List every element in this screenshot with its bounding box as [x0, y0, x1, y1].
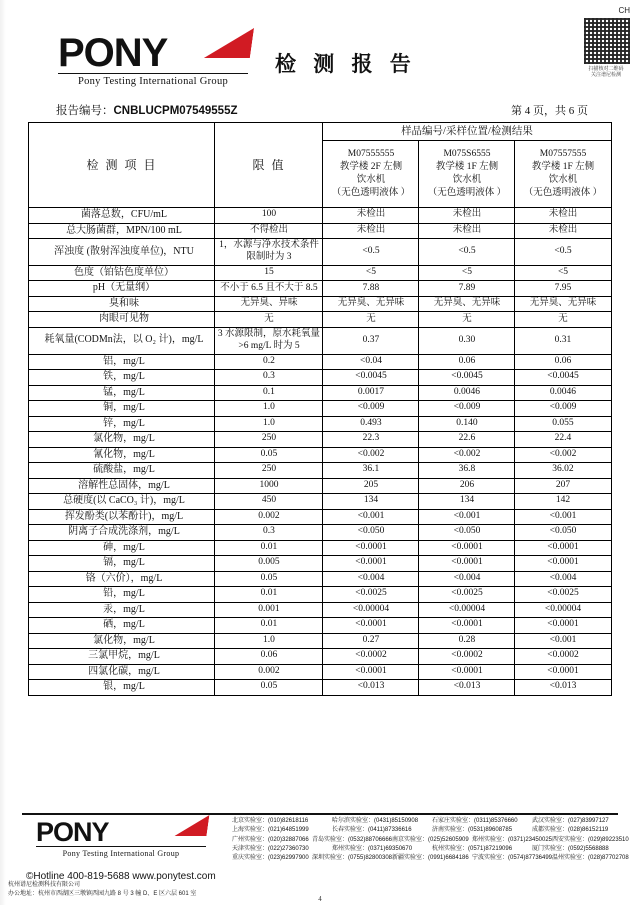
cell-result-1: <0.009: [419, 401, 515, 417]
page-edge-shadow: [0, 0, 6, 905]
footer-divider: [22, 813, 618, 815]
cell-result-2: <0.00004: [515, 602, 611, 618]
cell-result-2: 22.4: [515, 432, 611, 448]
cell-result-2: 142: [515, 494, 611, 510]
cell-result-2: <0.004: [515, 571, 611, 587]
cell-limit: 0.05: [215, 571, 323, 587]
table-row: [29, 370, 611, 386]
cell-result-2: 36.02: [515, 463, 611, 479]
cell-result-0: <0.0002: [323, 649, 419, 665]
logo-subtitle: Pony Testing International Group: [77, 76, 229, 87]
sample-location: 教学楼 1F 左侧: [531, 162, 595, 173]
cell-limit: 1.0: [215, 416, 323, 432]
cell-result-2: <0.0001: [515, 618, 611, 634]
cell-result-1: 未检出: [419, 208, 515, 224]
sample-desc: （无色透明液体 ）: [331, 187, 411, 198]
cell-item: 臭和味: [29, 296, 215, 312]
table-row: [29, 208, 611, 224]
cell-limit: 1，水源与净水技术条件限制时为 3: [215, 239, 323, 266]
cell-result-1: 未检出: [419, 223, 515, 239]
cell-result-1: 206: [419, 478, 515, 494]
col-header-item: 检 测 项 目: [29, 123, 215, 208]
cell-limit: 0.2: [215, 354, 323, 370]
cell-result-1: <0.0025: [419, 587, 515, 603]
cell-result-1: 无: [419, 312, 515, 328]
cell-result-2: <5: [515, 265, 611, 281]
cell-item: 浑浊度 (散射浑浊度单位)，NTU: [29, 239, 215, 266]
cell-result-1: 无异臭、无异味: [419, 296, 515, 312]
cell-result-0: 0.37: [323, 327, 419, 354]
office-entry: 成都实验室：(028)86152119: [532, 827, 609, 834]
footer-logo-subtitle: Pony Testing International Group: [62, 849, 180, 858]
sample-code: M07555555: [347, 149, 395, 160]
results-table-body: [29, 208, 611, 696]
office-entry: 青岛实验室：(0532)88706666: [311, 836, 393, 843]
report-header: [0, 0, 640, 96]
cell-result-2: 0.055: [515, 416, 611, 432]
sample-code: M07557555: [539, 149, 587, 160]
table-row: [29, 354, 611, 370]
sample-header-1: [419, 141, 515, 208]
cell-result-2: 0.06: [515, 354, 611, 370]
table-header-row-top: [29, 123, 611, 141]
office-entry: 武汉实验室：(027)83997127: [532, 818, 609, 824]
cell-limit: 0.01: [215, 618, 323, 634]
cell-result-0: <0.001: [323, 509, 419, 525]
cell-limit: 0.005: [215, 556, 323, 572]
footer-page-mark: 4: [318, 895, 322, 903]
office-entry: 上海实验室：(021)64851999: [232, 827, 309, 834]
cell-limit: 0.05: [215, 447, 323, 463]
cell-result-1: <5: [419, 265, 515, 281]
table-row: [29, 327, 611, 354]
office-entry: 宁波实验室：(0574)87736499: [471, 855, 553, 862]
cell-item: 锌，mg/L: [29, 416, 215, 432]
qr-caption: 扫描核对二维码 关注谱尼检测: [588, 66, 624, 79]
cell-result-0: <0.0001: [323, 556, 419, 572]
office-entry: 深圳实验室：(0755)82800308: [311, 855, 393, 862]
cell-result-1: <0.0001: [419, 618, 515, 634]
cell-item: 硒，mg/L: [29, 618, 215, 634]
cell-limit: 0.3: [215, 525, 323, 541]
cell-item: 铁，mg/L: [29, 370, 215, 386]
cell-result-0: <0.04: [323, 354, 419, 370]
cell-result-1: <0.004: [419, 571, 515, 587]
hotline-line[interactable]: ©Hotline 400-819-5688 www.ponytest.com: [26, 871, 216, 882]
cell-result-2: <0.001: [515, 633, 611, 649]
cell-result-1: 0.30: [419, 327, 515, 354]
cell-result-2: 无: [515, 312, 611, 328]
sample-code: M075S6555: [443, 149, 491, 160]
table-row: [29, 649, 611, 665]
cell-result-0: <0.002: [323, 447, 419, 463]
address-line: 杭州谱尼检测科技有限公司: [8, 882, 81, 888]
cell-result-2: <0.0001: [515, 664, 611, 680]
cell-item: 菌落总数，CFU/mL: [29, 208, 215, 224]
cell-result-2: <0.050: [515, 525, 611, 541]
cell-result-1: 0.0046: [419, 385, 515, 401]
table-row: [29, 540, 611, 556]
office-entry: 济南实验室：(0531)89608785: [432, 827, 513, 834]
office-entry: 郑州实验室：(0371)69350670: [332, 845, 413, 852]
office-entry: 杭州实验室：(0571)87219096: [432, 845, 513, 852]
cell-result-0: <0.00004: [323, 602, 419, 618]
cell-limit: 1.0: [215, 401, 323, 417]
address-line: 办公地址：杭州市西湖区三墩镇西园九路 8 号 3 幢 D、E 区六层 601 室: [8, 891, 197, 897]
cell-limit: 3 水源限制，原水耗氧量>6 mg/L 时为 5: [215, 327, 323, 354]
cell-result-1: 0.28: [419, 633, 515, 649]
cell-result-2: 未检出: [515, 208, 611, 224]
cell-result-2: 207: [515, 478, 611, 494]
table-row: [29, 525, 611, 541]
cell-result-1: 0.06: [419, 354, 515, 370]
report-footer: [0, 813, 640, 905]
cell-result-1: 134: [419, 494, 515, 510]
cell-limit: 0.001: [215, 602, 323, 618]
sample-location: 教学楼 2F 左侧: [339, 162, 403, 173]
cell-limit: 不得检出: [215, 223, 323, 239]
sample-device: 饮水机: [548, 175, 578, 185]
table-row: [29, 618, 611, 634]
cell-item: 阴离子合成洗涤剂，mg/L: [29, 525, 215, 541]
results-table: [28, 122, 611, 696]
logo-wordmark: PONY: [58, 31, 168, 75]
sample-desc: （无色透明液体 ）: [523, 187, 603, 198]
cell-item: 铜，mg/L: [29, 401, 215, 417]
cell-result-0: 7.88: [323, 281, 419, 297]
cell-item: 溶解性总固体，mg/L: [29, 478, 215, 494]
report-number-label: 报告编号：: [56, 105, 114, 117]
office-entry: 石家庄实验室：(0311)85376660: [432, 818, 518, 824]
office-row: [232, 817, 632, 826]
table-row: [29, 556, 611, 572]
report-number: [56, 102, 238, 118]
table-row: [29, 509, 611, 525]
office-entry: 厦门实验室：(0592)5568888: [532, 845, 609, 852]
office-entry: 西安实验室：(029)89223510: [552, 836, 629, 843]
cell-item: 锰，mg/L: [29, 385, 215, 401]
cell-limit: 1.0: [215, 633, 323, 649]
cell-limit: 0.002: [215, 664, 323, 680]
table-row: [29, 281, 611, 297]
cell-result-0: 0.493: [323, 416, 419, 432]
cell-result-2: <0.0001: [515, 540, 611, 556]
cell-item: 挥发酚类(以苯酚计)，mg/L: [29, 509, 215, 525]
cell-result-2: <0.001: [515, 509, 611, 525]
cell-limit: 0.1: [215, 385, 323, 401]
cell-limit: 15: [215, 265, 323, 281]
table-row: [29, 265, 611, 281]
cell-result-1: <0.0001: [419, 540, 515, 556]
cell-result-1: 7.89: [419, 281, 515, 297]
cell-item: 铝，mg/L: [29, 354, 215, 370]
cell-result-2: 未检出: [515, 223, 611, 239]
cell-result-0: 未检出: [323, 223, 419, 239]
sample-header-2: [515, 141, 611, 208]
cell-limit: 1000: [215, 478, 323, 494]
office-entry: 重庆实验室：(023)62997900: [232, 855, 309, 862]
sample-device: 饮水机: [452, 175, 482, 185]
cell-result-0: 0.0017: [323, 385, 419, 401]
table-row: [29, 633, 611, 649]
table-row: [29, 296, 611, 312]
cell-result-0: <0.0001: [323, 540, 419, 556]
table-row: [29, 416, 611, 432]
cell-result-2: <0.002: [515, 447, 611, 463]
cell-result-2: <0.0025: [515, 587, 611, 603]
cell-result-1: <0.0045: [419, 370, 515, 386]
cell-limit: 无: [215, 312, 323, 328]
office-entry: 温州实验室：(028)87702708: [552, 855, 629, 862]
cell-limit: 0.05: [215, 680, 323, 696]
cell-result-0: <0.5: [323, 239, 419, 266]
cell-result-0: <0.0001: [323, 664, 419, 680]
sample-desc: （无色透明液体 ）: [427, 187, 507, 198]
cell-item: 总大肠菌群，MPN/100 mL: [29, 223, 215, 239]
cell-item: 硫酸盐，mg/L: [29, 463, 215, 479]
cell-item: 镉，mg/L: [29, 556, 215, 572]
office-entry: 北京实验室：(010)82618116: [232, 818, 309, 824]
cell-result-0: <0.0045: [323, 370, 419, 386]
cell-result-2: 7.95: [515, 281, 611, 297]
cell-result-0: <5: [323, 265, 419, 281]
sample-device: 饮水机: [356, 175, 386, 185]
cell-result-1: <0.00004: [419, 602, 515, 618]
cell-result-2: 0.0046: [515, 385, 611, 401]
cell-result-1: 22.6: [419, 432, 515, 448]
cell-result-2: <0.0002: [515, 649, 611, 665]
cell-result-0: <0.004: [323, 571, 419, 587]
cell-result-1: <0.050: [419, 525, 515, 541]
cell-result-2: 0.31: [515, 327, 611, 354]
company-address: [8, 881, 196, 899]
table-row: [29, 664, 611, 680]
table-row: [29, 602, 611, 618]
cell-result-2: 无异臭、无异味: [515, 296, 611, 312]
cell-result-0: <0.0025: [323, 587, 419, 603]
cell-result-2: <0.0001: [515, 556, 611, 572]
office-row: [232, 836, 632, 845]
table-row: [29, 385, 611, 401]
sample-header-0: [323, 141, 419, 208]
cell-result-1: <0.013: [419, 680, 515, 696]
cell-result-0: <0.009: [323, 401, 419, 417]
table-row: [29, 401, 611, 417]
col-header-samples: 样品编号/采样位置/检测结果: [323, 123, 611, 141]
table-row: [29, 463, 611, 479]
report-number-value: CNBLUCPM07549555Z: [113, 105, 238, 117]
cell-item: 砷，mg/L: [29, 540, 215, 556]
cell-limit: 0.002: [215, 509, 323, 525]
cell-result-2: <0.009: [515, 401, 611, 417]
office-row: [232, 854, 632, 863]
cell-limit: 0.01: [215, 587, 323, 603]
cell-result-2: <0.0045: [515, 370, 611, 386]
table-row: [29, 478, 611, 494]
col-header-limit: 限 值: [215, 123, 323, 208]
footer-logo-wordmark: PONY: [36, 817, 109, 847]
table-row: [29, 312, 611, 328]
report-meta-row: [22, 102, 618, 120]
cell-item: 氯化物，mg/L: [29, 432, 215, 448]
pony-logo: [58, 31, 248, 87]
office-entry: 长春实验室：(0411)87336616: [332, 827, 412, 834]
cell-result-0: <0.013: [323, 680, 419, 696]
cell-result-0: 36.1: [323, 463, 419, 479]
cell-item: 总硬度(以 CaCO₃ 计)，mg/L: [29, 494, 215, 510]
cell-item: 汞，mg/L: [29, 602, 215, 618]
cell-result-0: 未检出: [323, 208, 419, 224]
cell-result-0: <0.0001: [323, 618, 419, 634]
cell-result-2: <0.013: [515, 680, 611, 696]
cell-result-0: 无异臭、无异味: [323, 296, 419, 312]
cell-limit: 不小于 6.5 且不大于 8.5: [215, 281, 323, 297]
office-entry: 郑州实验室：(0371)23450025: [471, 836, 553, 843]
cell-result-1: <0.002: [419, 447, 515, 463]
sample-location: 教学楼 1F 左侧: [435, 162, 499, 173]
office-entry: 南京实验室：(025)52605909: [392, 836, 469, 843]
table-row: [29, 571, 611, 587]
office-row: [232, 826, 632, 835]
cell-result-0: 134: [323, 494, 419, 510]
cell-item: 色度（铂钴色度单位）: [29, 265, 215, 281]
document-title: 检 测 报 告: [275, 52, 417, 76]
cell-item: 氰化物，mg/L: [29, 447, 215, 463]
cell-limit: 100: [215, 208, 323, 224]
cell-result-1: <0.5: [419, 239, 515, 266]
cell-result-1: <0.0002: [419, 649, 515, 665]
office-row: [232, 845, 632, 854]
corner-mark: CH: [618, 6, 630, 15]
cell-item: 铅，mg/L: [29, 587, 215, 603]
cell-item: pH（无量纲）: [29, 281, 215, 297]
cell-result-0: 22.3: [323, 432, 419, 448]
office-list: [232, 817, 632, 863]
table-row: [29, 223, 611, 239]
table-row: [29, 432, 611, 448]
cell-limit: 0.3: [215, 370, 323, 386]
cell-limit: 250: [215, 432, 323, 448]
table-row: [29, 587, 611, 603]
cell-result-1: <0.0001: [419, 664, 515, 680]
cell-result-1: <0.0001: [419, 556, 515, 572]
office-entry: 新疆实验室：(0991)6684186: [392, 855, 469, 862]
cell-item: 耗氧量(CODMn法，以 O₂ 计)，mg/L: [29, 327, 215, 354]
cell-limit: 450: [215, 494, 323, 510]
office-entry: 哈尔滨实验室：(0431)85150908: [332, 818, 419, 824]
cell-result-0: <0.050: [323, 525, 419, 541]
cell-limit: 250: [215, 463, 323, 479]
cell-result-1: 36.8: [419, 463, 515, 479]
cell-item: 铬（六价），mg/L: [29, 571, 215, 587]
table-row: [29, 447, 611, 463]
cell-limit: 0.06: [215, 649, 323, 665]
cell-result-0: 0.27: [323, 633, 419, 649]
cell-item: 银，mg/L: [29, 680, 215, 696]
cell-item: 氯化物，mg/L: [29, 633, 215, 649]
cell-item: 肉眼可见物: [29, 312, 215, 328]
table-row: [29, 494, 611, 510]
cell-item: 三氯甲烷，mg/L: [29, 649, 215, 665]
cell-result-0: 无: [323, 312, 419, 328]
table-row: [29, 680, 611, 696]
footer-logo: [36, 819, 206, 858]
cell-result-1: 0.140: [419, 416, 515, 432]
cell-limit: 无异臭、异味: [215, 296, 323, 312]
cell-result-1: <0.001: [419, 509, 515, 525]
cell-limit: 0.01: [215, 540, 323, 556]
cell-result-2: <0.5: [515, 239, 611, 266]
cell-item: 四氯化碳，mg/L: [29, 664, 215, 680]
cell-result-0: 205: [323, 478, 419, 494]
table-row: [29, 239, 611, 266]
page-indicator: 第 4 页，共 6 页: [511, 105, 588, 117]
office-entry: 广州实验室：(020)32887066: [232, 836, 309, 843]
office-entry: 天津实验室：(022)27360730: [232, 845, 309, 852]
